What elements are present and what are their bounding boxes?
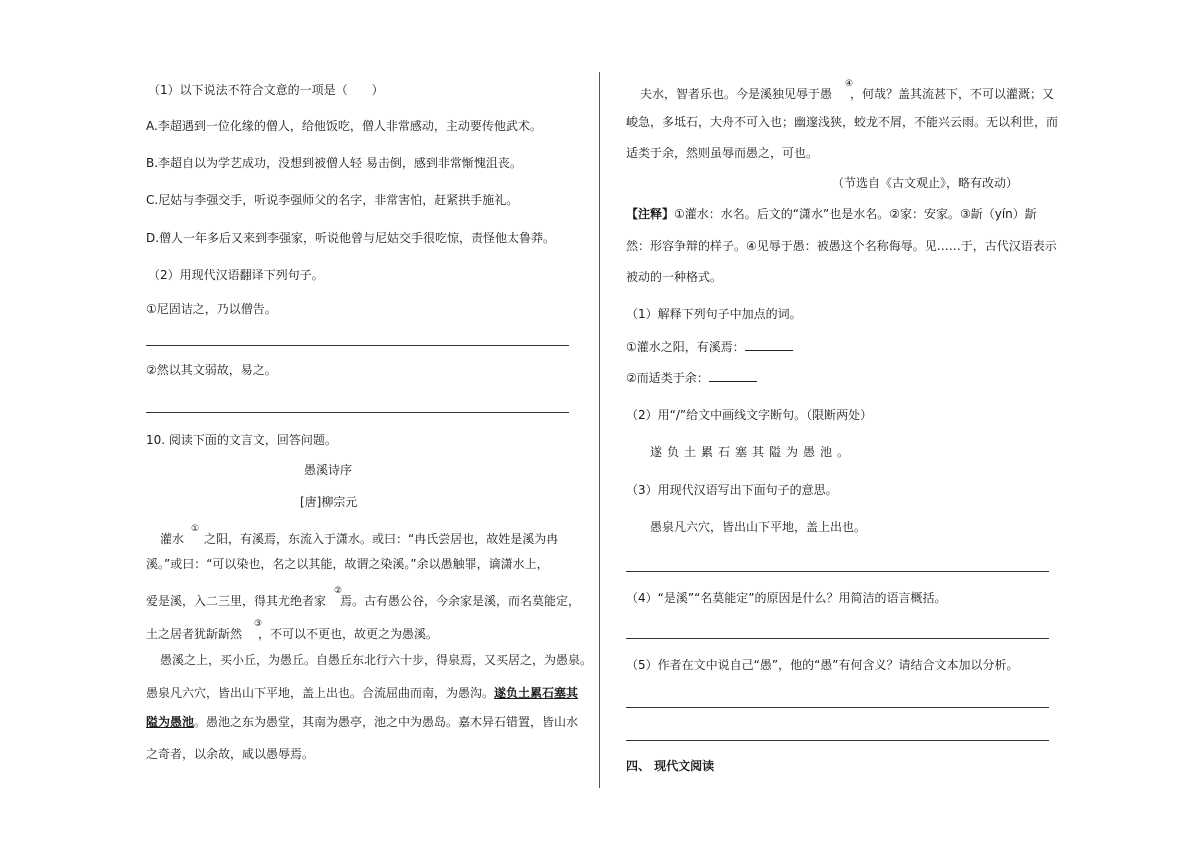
passage-line: 适类于余，然则虽辱而愚之，可也。 <box>626 146 819 160</box>
passage-text: 爱是溪，入二三里，得其尤绝者家 <box>146 594 327 608</box>
passage-source: （节选自《古文观止》，略有改动） <box>832 176 1019 190</box>
passage-line: 溪。”或曰：“可以染也，名之以其能，故谓之染溪。”余以愚触罪，谪潇水上， <box>146 557 549 571</box>
answer-line <box>626 740 1049 741</box>
question-1-prompt: （1）解释下列句子中加点的词。 <box>626 307 802 321</box>
section-heading: 四、 现代文阅读 <box>626 759 715 773</box>
passage-line <box>146 714 578 730</box>
passage-text: 夫水，智者乐也。今是溪独见辱于愚 <box>640 87 833 101</box>
passage-text: 之阳，有溪焉，东流入于潇水。或曰：“冉氏尝居也，故姓是溪为冉 <box>204 532 559 546</box>
question-5-prompt: （5）作者在文中说自己“愚”，他的“愚”有何含义？请结合文本加以分析。 <box>626 658 1019 672</box>
passage-line <box>146 685 578 701</box>
notes-line: 然：形容争辩的样子。④见辱于愚：被愚这个名称侮辱。见……于，古代汉语表示 <box>626 239 1057 253</box>
option-c: C.尼姑与李强交手，听说李强师父的名字，非常害怕，赶紧拱手施礼。 <box>146 193 519 207</box>
answer-line <box>626 707 1049 708</box>
answer-line <box>626 638 1049 639</box>
option-d: D.僧人一年多后又来到李强家，听说他曾与尼姑交手很吃惊，责怪他太鲁莽。 <box>146 231 556 245</box>
passage-text: 灌水 <box>160 532 185 546</box>
passage-line <box>146 626 438 642</box>
underlined-passage: 隘为愚池 <box>146 715 195 729</box>
sentence-to-punctuate: 遂负土累石塞其隘为愚池。 <box>650 445 855 459</box>
passage-text: 愚泉凡六穴，皆出山下平地，盖上出也。合流屈曲而南，为愚沟。 <box>146 686 495 700</box>
word-item-text: ①灌水之阳，有溪焉： <box>626 340 745 354</box>
answer-line <box>146 412 569 413</box>
column-divider <box>599 72 600 788</box>
word-item-text: ②而适类于余： <box>626 371 709 385</box>
footnote-marker: ② <box>334 586 343 596</box>
notes-line <box>626 206 1037 222</box>
word-item <box>626 338 793 355</box>
translate-sentence-1: ①尼固诘之，乃以僧告。 <box>146 302 277 316</box>
question-3-prompt: （3）用现代汉语写出下面句子的意思。 <box>626 483 838 497</box>
question-10-heading: 10. 阅读下面的文言文，回答问题。 <box>146 433 337 447</box>
passage-text: 。愚池之东为愚堂，其南为愚亭，池之中为愚岛。嘉木异石错置，皆山水 <box>194 715 579 729</box>
fill-blank[interactable] <box>709 369 757 382</box>
notes-label: 【注释】 <box>626 207 675 221</box>
underlined-passage: 遂负土累石塞其 <box>494 686 579 700</box>
passage-text: ，不可以不更也，故更之为愚溪。 <box>258 627 439 641</box>
passage-title: 愚溪诗序 <box>304 463 353 477</box>
translate-sentence-2: ②然以其文弱故，易之。 <box>146 363 277 377</box>
passage-line: 峻急，多坻石，大舟不可入也；幽邃浅狭，蛟龙不屑，不能兴云雨。无以利世，而 <box>626 115 1059 129</box>
footnote-marker: ① <box>191 524 200 534</box>
option-a: A.李超遇到一位化缘的僧人，给他饭吃，僧人非常感动，主动要传他武术。 <box>146 119 542 133</box>
question-2-prompt: （2）用现代汉语翻译下列句子。 <box>148 268 324 282</box>
footnote-marker: ③ <box>254 619 263 629</box>
answer-line <box>626 571 1049 572</box>
footnote-marker: ④ <box>845 79 854 89</box>
question-2-prompt: （2）用“/”给文中画线文字断句。（限断两处） <box>626 408 873 422</box>
answer-line <box>146 345 569 346</box>
notes-text: ①灌水：水名。后文的“潇水”也是水名。②家：安家。③龂（yín）龂 <box>674 207 1037 221</box>
passage-text: ，何哉？盖其流甚下，不可以灌溉；又 <box>850 87 1055 101</box>
passage-line <box>146 531 558 547</box>
passage-author: [唐]柳宗元 <box>300 495 358 509</box>
question-1-prompt: （1）以下说法不符合文意的一项是（ ） <box>148 83 384 97</box>
passage-text: 焉。古有愚公谷，今余家是溪，而名莫能定， <box>340 594 581 608</box>
passage-line: 愚溪之上，买小丘，为愚丘。自愚丘东北行六十步，得泉焉，又买居之，为愚泉。 <box>160 653 593 667</box>
fill-blank[interactable] <box>745 338 793 351</box>
option-b: B.李超自以为学艺成功，没想到被僧人轻 易击倒，感到非常惭愧沮丧。 <box>146 156 522 170</box>
passage-text: 土之居者犹龂龂然 <box>146 627 243 641</box>
sentence-to-translate: 愚泉凡六穴，皆出山下平地，盖上出也。 <box>650 520 867 534</box>
passage-line <box>146 593 580 609</box>
notes-line: 被动的一种格式。 <box>626 270 723 284</box>
question-4-prompt: （4）“是溪”“名莫能定”的原因是什么？用简洁的语言概括。 <box>626 591 947 605</box>
word-item <box>626 369 757 386</box>
passage-line: 之奇者，以余故，咸以愚辱焉。 <box>146 747 315 761</box>
